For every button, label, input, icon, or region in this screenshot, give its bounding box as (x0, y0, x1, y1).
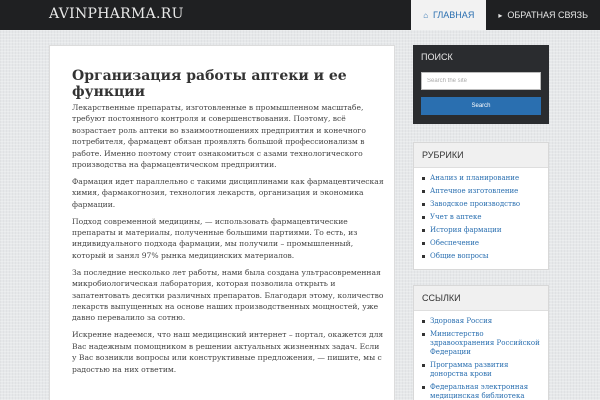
home-icon: ⌂ (423, 10, 429, 20)
categories-list (414, 168, 548, 269)
search-widget (413, 45, 549, 124)
search-input[interactable] (421, 72, 541, 90)
top-header (0, 0, 600, 30)
category-link[interactable]: Заводское производство (422, 198, 540, 211)
categories-widget-title: РУБРИКИ (414, 143, 548, 168)
links-list (414, 311, 548, 400)
category-link[interactable]: Общие вопросы (422, 250, 540, 263)
megaphone-icon: ▸ (498, 10, 503, 20)
external-link[interactable]: Министерство здравоохранения Российской Федерации (422, 328, 540, 359)
article-paragraph: Фармация идет параллельно с такими дисциплинами как фармацевтическая химия, фармакогнозия, технология лекарств, организация и экономика фармации. (72, 176, 384, 209)
category-link[interactable]: История фармации (422, 224, 540, 237)
nav-item-label: ГЛАВНАЯ (433, 10, 475, 20)
article-paragraph: Искренне надеемся, что наш медицинский интернет – портал, окажется для Вас надежным помощником в решении актуальных жизненных задач. Если у Вас возникли вопросы или конструктивные предложения, — пишите, мы с радостью на них ответим. (72, 330, 384, 374)
article-body (72, 102, 384, 380)
links-widget-title: ССЫЛКИ (414, 286, 548, 311)
article-paragraph: За последние несколько лет работы, нами была создана ультрасовременная микробиологическая лаборатория, которая позволила открыть и запатентовать десятки различных препаратов. Благодаря этому, количество лекарств выпущенных на основе наших производственных мощностей, уже давно перевалило за сотню. (72, 267, 384, 323)
category-link[interactable]: Анализ и планирование (422, 172, 540, 185)
category-link[interactable]: Учет в аптеке (422, 211, 540, 224)
nav-item-label: ОБРАТНАЯ СВЯЗЬ (507, 10, 588, 20)
search-button[interactable]: Search (421, 97, 541, 115)
external-link[interactable]: Программа развития донорства крови (422, 359, 540, 381)
external-link[interactable]: Федеральная электронная медицинская библиотека (422, 381, 540, 400)
article-title[interactable]: Организация работы аптеки и ее функции (72, 68, 347, 100)
nav-item-feedback[interactable] (486, 0, 600, 30)
search-widget-title: ПОИСК (421, 52, 453, 62)
nav-item-home[interactable] (411, 0, 486, 30)
category-link[interactable]: Обеспечение (422, 237, 540, 250)
category-link[interactable]: Аптечное изготовление (422, 185, 540, 198)
categories-widget (413, 142, 549, 270)
article-panel (49, 45, 395, 400)
external-link[interactable]: Здоровая Россия (422, 315, 540, 328)
links-widget (413, 285, 549, 400)
main-nav (411, 0, 600, 30)
article-paragraph: Подход современной медицины, — использовать фармацевтические препараты и материалы, полученные большими партиями. То есть, из индивидуального подхода фармации, мы получили – промышленный, который и занял 97% рынка медицинских материалов. (72, 216, 358, 260)
article-paragraph: Лекарственные препараты, изготовленные в промышленном масштабе, требуют постоянного контроля и совершенствования. Поэтому, всё возрастает роль аптеки во взаимоотношениях предприятия и конечного потребителя, фармацевт обязан проявлять большой профессионализм в работе. Именно поэтому стоит ознакомиться с азами технологического производства на фармацевтическом предприятии. (72, 103, 366, 170)
site-title[interactable]: AVINPHARMA.RU (49, 6, 184, 22)
